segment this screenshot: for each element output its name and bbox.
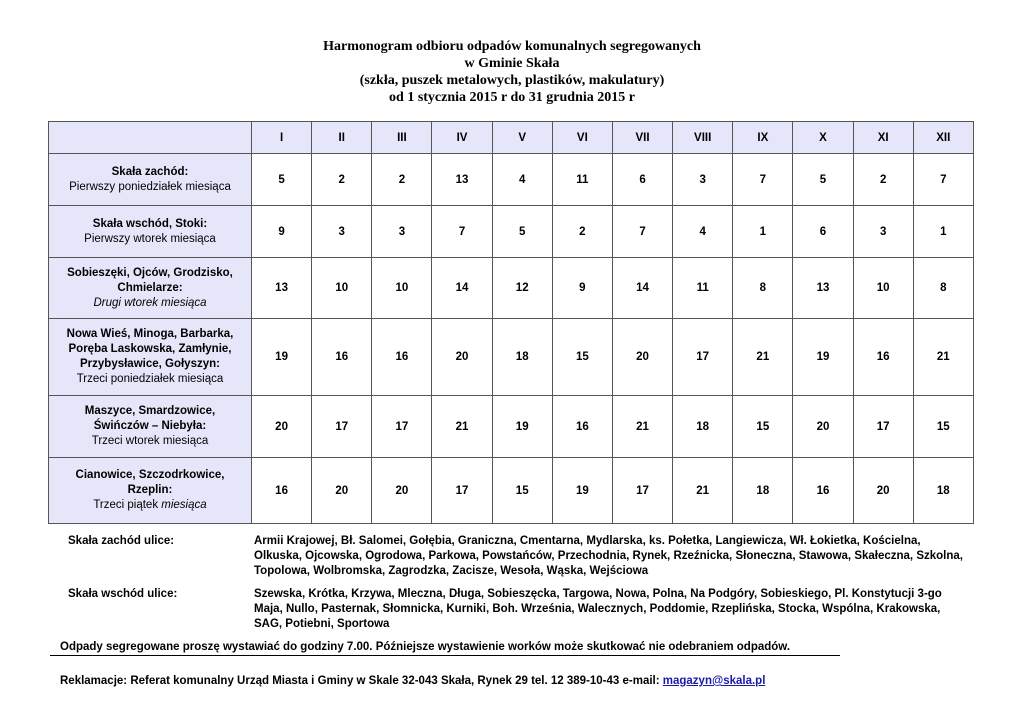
collection-schedule [55,232,245,247]
collection-day: 20 [612,319,672,396]
row-header [49,154,252,206]
schedule-row [49,458,974,524]
collection-day: 20 [793,396,853,458]
collection-day: 5 [252,154,312,206]
collection-day: 17 [432,458,492,524]
month-header: VIII [673,122,733,154]
collection-day: 19 [552,458,612,524]
collection-day: 8 [733,258,793,319]
collection-schedule [55,180,245,195]
collection-day: 6 [612,154,672,206]
area-names: Przybysławice, Gołyszyn: [80,358,220,370]
area-names: Maszyce, Smardzowice, [84,405,216,417]
streets-east-list: Szewska, Krótka, Krzywa, Mleczna, Długa, Sobieszęcka, Targowa, Nowa, Polna, Na Podgóry, Sobieskiego, Pl. Konstytucji 3-go Maja, Nullo, Pasternak, Słomnicka, Kurniki, Boh. Września, Walecznych, Poddomie, Rzeplińska, Stocka, Wspólna, Krakowska, SAG, Potiebni, Sportowa [254,588,942,630]
collection-day: 21 [612,396,672,458]
collection-day: 3 [312,206,372,258]
area-names: Rzeplin: [127,484,173,496]
collection-day: 16 [312,319,372,396]
collection-day: 7 [913,154,973,206]
collection-day: 13 [793,258,853,319]
area-names: Skała wschód, Stoki: [92,217,208,230]
schedule-row [49,258,974,319]
collection-day: 14 [432,258,492,319]
schedule-table [48,121,974,524]
month-header: VII [612,122,672,154]
collection-day: 15 [492,458,552,524]
schedule-text: Pierwszy poniedziałek miesiąca [69,180,231,193]
area-names: Chmielarze: [117,281,183,294]
collection-day: 15 [552,319,612,396]
collection-day: 19 [793,319,853,396]
collection-day: 2 [853,154,913,206]
collection-day: 11 [552,154,612,206]
collection-day: 16 [252,458,312,524]
collection-day: 1 [733,206,793,258]
collection-day: 17 [673,319,733,396]
schedule-text-italic: miesiąca [161,499,207,511]
collection-day: 21 [733,319,793,396]
area-names: Sobieszęki, Ojców, Grodzisko, [67,266,233,279]
collection-day: 10 [312,258,372,319]
collection-day: 18 [913,458,973,524]
collection-day: 21 [432,396,492,458]
collection-day: 17 [853,396,913,458]
row-header [49,206,252,258]
row-header [49,458,252,524]
collection-schedule [55,296,245,311]
collection-day: 16 [552,396,612,458]
month-header-row [49,122,974,154]
area-names: Świńczów – Niebyła: [93,420,207,432]
collection-day: 4 [492,154,552,206]
collection-day: 6 [793,206,853,258]
month-header: I [252,122,312,154]
collection-day: 7 [733,154,793,206]
collection-day: 15 [733,396,793,458]
month-header: V [492,122,552,154]
title-line-3: (szkła, puszek metalowych, plastików, makulatury) [359,73,665,88]
row-header [49,396,252,458]
collection-day: 1 [913,206,973,258]
collection-day: 20 [853,458,913,524]
collection-day: 5 [492,206,552,258]
row-header [49,319,252,396]
month-header: VI [552,122,612,154]
collection-day: 3 [673,154,733,206]
collection-day: 13 [432,154,492,206]
schedule-text: Pierwszy wtorek miesiąca [84,232,216,245]
collection-day: 18 [733,458,793,524]
collection-day: 17 [312,396,372,458]
collection-day: 21 [673,458,733,524]
collection-day: 2 [372,154,432,206]
collection-day: 16 [372,319,432,396]
schedule-text: Trzeci wtorek miesiąca [91,435,209,447]
month-header: XII [913,122,973,154]
collection-day: 17 [612,458,672,524]
collection-day: 10 [853,258,913,319]
collection-day: 2 [312,154,372,206]
collection-day: 8 [913,258,973,319]
schedule-text: Trzeci piątek [93,499,162,511]
schedule-row [49,154,974,206]
collection-day: 4 [673,206,733,258]
contact-text: Reklamacje: Referat komunalny Urząd Miasta i Gminy w Skale 32-043 Skała, Rynek 29 tel. 12 389-10-43 e-mail: [60,675,663,687]
area-names: Skała zachód: [111,165,189,178]
collection-day: 14 [612,258,672,319]
schedule-row [49,206,974,258]
month-header: IV [432,122,492,154]
collection-schedule [55,434,245,449]
collection-day: 20 [252,396,312,458]
collection-day: 3 [853,206,913,258]
title-line-1: Harmonogram odbioru odpadów komunalnych segregowanych [323,39,701,54]
contact-email-link[interactable]: magazyn@skala.pl [662,675,766,687]
collection-day: 17 [372,396,432,458]
disposal-notice: Odpady segregowane proszę wystawiać do godziny 7.00. Późniejsze wystawienie worków może skutkować nie odebraniem odpadów. [50,640,840,656]
collection-day: 20 [372,458,432,524]
schedule-row [49,319,974,396]
collection-day: 9 [252,206,312,258]
month-header: II [312,122,372,154]
collection-day: 10 [372,258,432,319]
collection-day: 13 [252,258,312,319]
collection-day: 7 [612,206,672,258]
collection-day: 16 [793,458,853,524]
collection-day: 16 [853,319,913,396]
area-names: Poręba Laskowska, Zamłynie, [68,343,232,355]
collection-day: 19 [492,396,552,458]
schedule-text-italic: Drugi wtorek miesiąca [93,296,207,309]
schedule-row [49,396,974,458]
collection-day: 2 [552,206,612,258]
month-header: XI [853,122,913,154]
streets-east-label: Skała wschód ulice: [68,588,178,600]
collection-day: 9 [552,258,612,319]
collection-day: 21 [913,319,973,396]
collection-day: 7 [432,206,492,258]
complaints-contact [60,674,765,688]
streets-west-list: Armii Krajowej, Bł. Salomei, Gołębia, Graniczna, Cmentarna, Mydlarska, ks. Połetka, Langiewicza, Wł. Łokietka, Kościelna, Olkuska, Ojcowska, Ogrodowa, Parkowa, Powstańców, Przechodnia, Rynek, Rzeźnicka, Słoneczna, Stawowa, Skałeczna, Szkolna, Topolowa, Wolbromska, Zagrodzka, Zacisze, Wesoła, Wąska, Wejściowa [254,535,963,577]
collection-day: 20 [312,458,372,524]
document-title [0,38,1024,106]
collection-day: 12 [492,258,552,319]
month-header: IX [733,122,793,154]
month-header: III [372,122,432,154]
streets-west-label: Skała zachód ulice: [68,535,175,547]
month-header: X [793,122,853,154]
collection-day: 11 [673,258,733,319]
collection-schedule [55,372,245,387]
collection-day: 15 [913,396,973,458]
collection-day: 20 [432,319,492,396]
area-names: Nowa Wieś, Minoga, Barbarka, [66,328,234,340]
schedule-text: Trzeci poniedziałek miesiąca [76,373,224,385]
row-header [49,258,252,319]
collection-day: 18 [673,396,733,458]
collection-day: 3 [372,206,432,258]
area-names: Cianowice, Szczodrkowice, [75,469,225,481]
collection-schedule [55,498,245,513]
collection-day: 19 [252,319,312,396]
collection-day: 5 [793,154,853,206]
title-line-4: od 1 stycznia 2015 r do 31 grudnia 2015 r [389,90,635,105]
title-line-2: w Gminie Skała [464,56,560,71]
collection-day: 18 [492,319,552,396]
corner-cell [49,122,252,154]
